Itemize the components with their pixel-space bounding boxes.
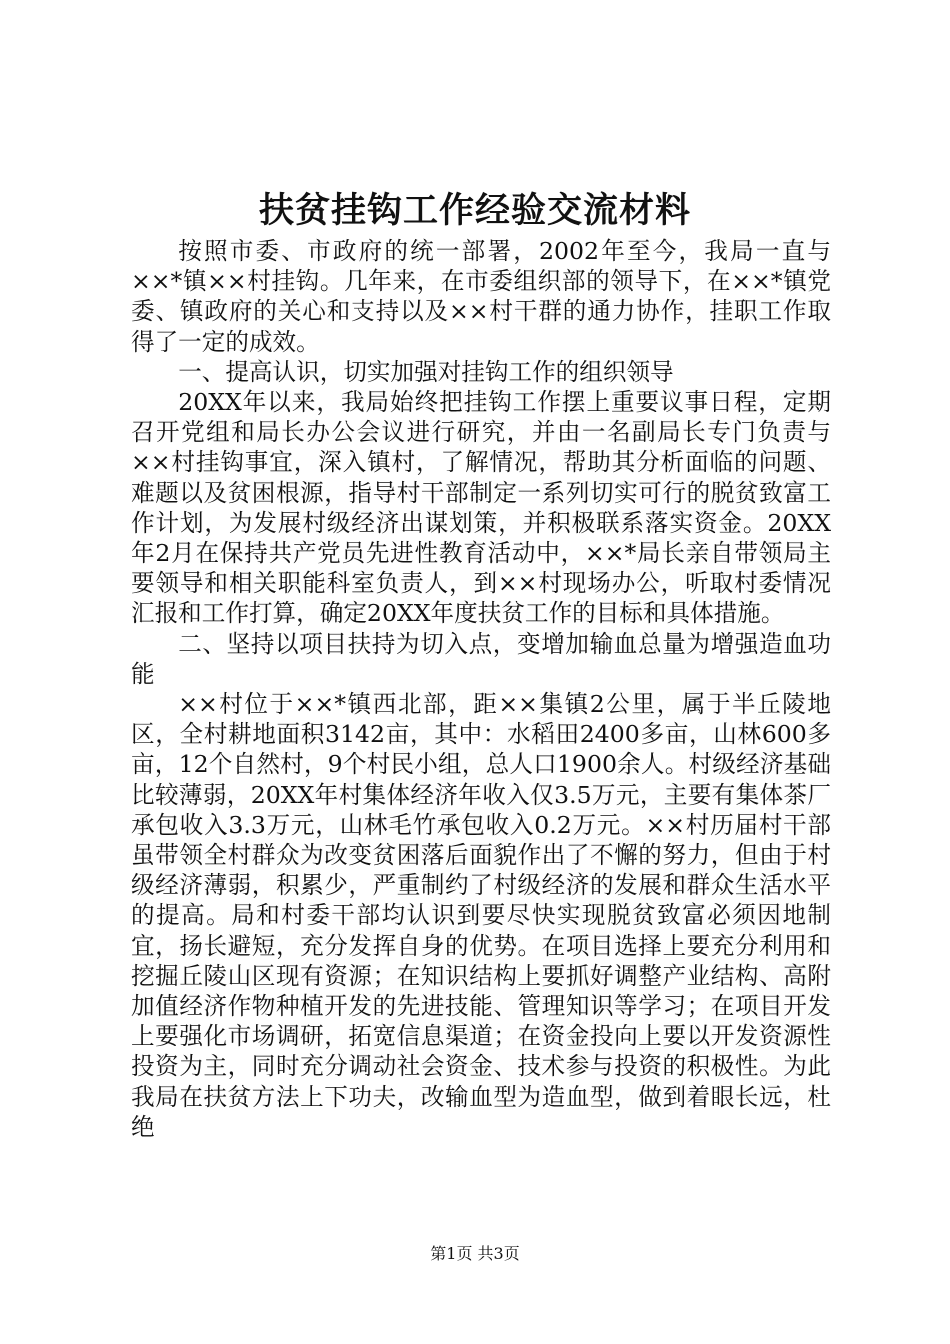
document-body xyxy=(131,236,831,1142)
paragraph-section-1: 20XX年以来，我局始终把挂钩工作摆上重要议事日程，定期召开党组和局长办公会议进行研究，并由一名副局长专门负责与××村挂钩事宜，深入镇村，了解情况，帮助其分析面临的问题、难题以及贫困根源，指导村干部制定一系列切实可行的脱贫致富工作计划，为发展村级经济出谋划策，并积极联系落实资金。20XX年2月在保持共产党员先进性教育活动中，××*局长亲自带领局主要领导和相关职能科室负责人，到××村现场办公，听取村委情况汇报和工作打算，确定20XX年度扶贫工作的目标和具体措施。 xyxy=(131,388,831,628)
page-footer: 第1页 共3页 xyxy=(430,1244,520,1263)
section-heading-2: 二、坚持以项目扶持为切入点，变增加输血总量为增强造血功能 xyxy=(131,629,831,688)
section-heading-1: 一、提高认识，切实加强对挂钩工作的组织领导 xyxy=(178,357,674,386)
paragraph-section-2: ××村位于××*镇西北部，距××集镇2公里，属于半丘陵地区，全村耕地面积3142亩，其中：水稻田2400多亩，山林600多亩，12个自然村，9个村民小组，总人口1900余人。村级经济基础比较薄弱，20XX年村集体经济年收入仅3.5万元，主要有集体茶厂承包收入3.3万元，山林毛竹承包收入0.2万元。××村历届村干部虽带领全村群众为改变贫困落后面貌作出了不懈的努力，但由于村级经济薄弱，积累少，严重制约了村级经济的发展和群众生活水平的提高。局和村委干部均认识到要尽快实现脱贫致富必须因地制宜，扬长避短，充分发挥自身的优势。在项目选择上要充分利用和挖掘丘陵山区现有资源；在知识结构上要抓好调整产业结构、高附加值经济作物种植开发的先进技能、管理知识等学习；在项目开发上要强化市场调研，拓宽信息渠道；在资金投向上要以开发资源性投资为主，同时充分调动社会资金、技术参与投资的积极性。为此我局在扶贫方法上下功夫，改输血型为造血型，做到着眼长远，杜绝 xyxy=(131,690,831,1141)
document-title: 扶贫挂钩工作经验交流材料 xyxy=(258,191,691,231)
paragraph-intro: 按照市委、市政府的统一部署，2002年至今，我局一直与××*镇××村挂钩。几年来，在市委组织部的领导下，在××*镇党委、镇政府的关心和支持以及××村干群的通力协作，挂职工作取得了一定的成效。 xyxy=(131,237,831,356)
